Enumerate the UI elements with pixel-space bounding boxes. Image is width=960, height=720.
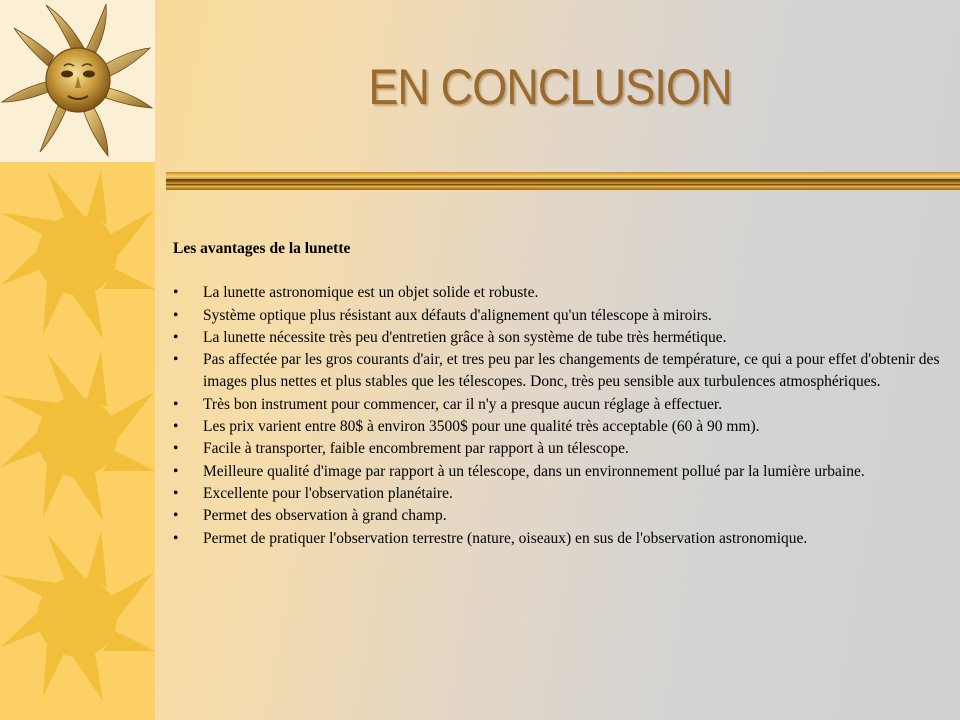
bullet-glyph: •	[173, 462, 179, 480]
section-heading: Les avantages de la lunette	[173, 240, 351, 257]
bullet-glyph: •	[173, 484, 179, 502]
advantages-list	[173, 282, 943, 550]
list-item	[173, 528, 943, 550]
bullet-glyph: •	[173, 351, 179, 369]
title-divider	[166, 170, 960, 192]
list-item-text: Pas affectée par les gros courants d'air, et tres peu par les changements de température, ce qui a pour effet d'obtenir des images plus nettes et plus stables que les télescopes. Donc, très peu sensible aux turbulences atmosphériques.	[203, 351, 940, 391]
list-item	[173, 327, 943, 349]
bullet-glyph: •	[173, 328, 179, 346]
bullet-glyph: •	[173, 395, 179, 413]
list-item	[173, 438, 943, 460]
sun-icon	[0, 168, 155, 343]
list-item-text: Permet de pratiquer l'observation terrestre (nature, oiseaux) en sus de l'observation astronomique.	[203, 529, 808, 547]
bullet-glyph: •	[173, 507, 179, 525]
list-item-text: Très bon instrument pour commencer, car il n'y a presque aucun réglage à effectuer.	[203, 395, 723, 413]
list-item	[173, 505, 943, 527]
bullet-glyph: •	[173, 529, 179, 547]
sun-icon	[0, 530, 155, 705]
bullet-glyph: •	[173, 418, 179, 436]
list-item	[173, 305, 943, 327]
list-item-text: Excellente pour l'observation planétaire.	[203, 484, 453, 502]
sun-face-emblem	[0, 0, 155, 162]
list-item-text: Permet des observation à grand champ.	[203, 507, 447, 525]
list-item-text: Meilleure qualité d'image par rapport à un télescope, dans un environnement pollué par la lumière urbaine.	[203, 462, 865, 480]
slide-title: EN CONCLUSION	[368, 59, 732, 115]
sun-face-emblem-icon	[0, 0, 155, 162]
list-item	[173, 349, 943, 394]
list-item	[173, 394, 943, 416]
list-item	[173, 416, 943, 438]
list-item-text: La lunette astronomique est un objet solide et robuste.	[203, 284, 539, 302]
list-item	[173, 461, 943, 483]
sun-icon	[0, 350, 155, 525]
list-item-text: Les prix varient entre 80$ à environ 3500$ pour une qualité très acceptable (60 à 90 mm).	[203, 418, 760, 436]
slide-content	[173, 238, 943, 550]
bullet-glyph: •	[173, 284, 179, 302]
bullet-glyph: •	[173, 440, 179, 458]
list-item-text: Facile à transporter, faible encombrement par rapport à un télescope.	[203, 440, 629, 458]
list-item	[173, 483, 943, 505]
list-item-text: La lunette nécessite très peu d'entretien grâce à son système de tube très hermétique.	[203, 328, 727, 346]
list-item-text: Système optique plus résistant aux défauts d'alignement qu'un télescope à miroirs.	[203, 306, 712, 324]
list-item	[173, 282, 943, 304]
bullet-glyph: •	[173, 306, 179, 324]
